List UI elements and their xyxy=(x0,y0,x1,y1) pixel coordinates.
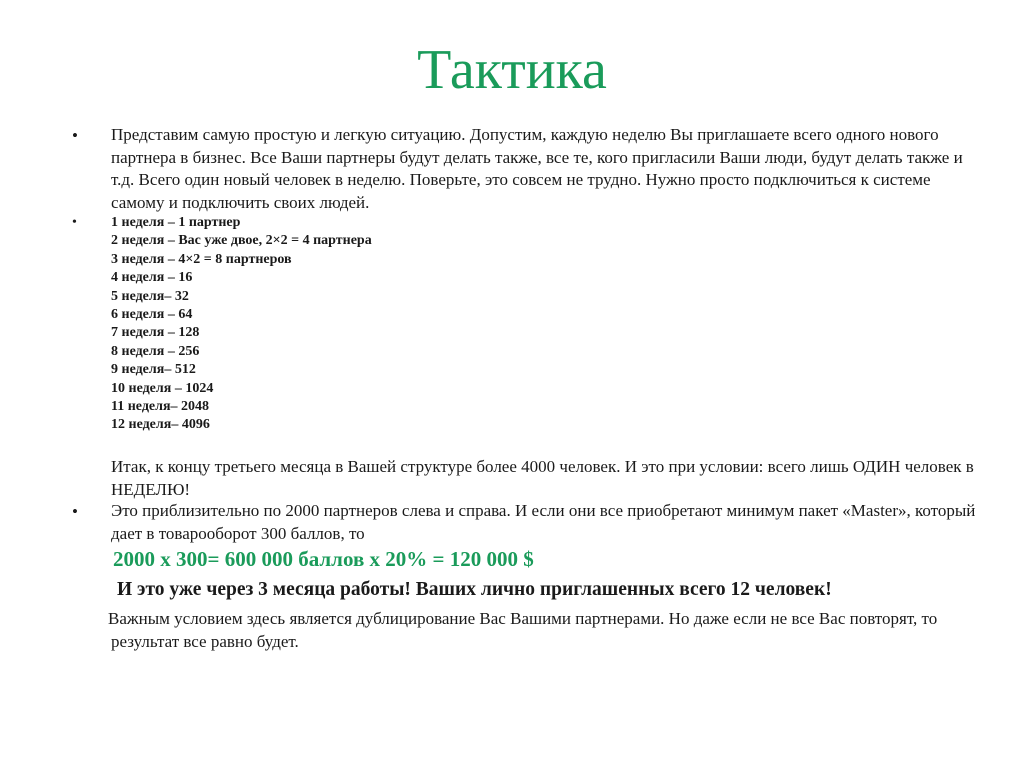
week-line: 12 неделя– 4096 xyxy=(111,417,210,433)
week-line: 2 неделя – Вас уже двое, 2×2 = 4 партнера xyxy=(111,233,372,249)
week-line: 8 неделя – 256 xyxy=(111,343,200,359)
week-line: 11 неделя– 2048 xyxy=(111,399,210,415)
highlight-statement: И это уже через 3 месяца работы! Ваших лично приглашенных всего 12 человек! xyxy=(117,579,832,600)
week-line: 1 неделя – 1 партнер xyxy=(111,215,241,230)
slide-title: Тактика xyxy=(417,39,607,101)
weeks-list xyxy=(111,214,372,435)
bullet-2: • xyxy=(72,215,77,230)
bullet-1: • xyxy=(72,126,78,145)
income-formula: 2000 х 300= 600 000 баллов х 20% = 120 000 $ xyxy=(113,547,534,571)
week-line: 3 неделя – 4×2 = 8 партнеров xyxy=(111,251,292,267)
summary-paragraph: Итак, к концу третьего месяца в Вашей структуре более 4000 человек. И это при условии: всего лишь ОДИН человек в НЕДЕЛЮ! xyxy=(111,457,974,499)
bullet-3: • xyxy=(72,502,78,521)
week-line: 9 неделя– 512 xyxy=(111,362,196,378)
intro-paragraph: Представим самую простую и легкую ситуацию. Допустим, каждую неделю Вы приглашаете всего одного нового партнера в бизнес. Все Ваши партнеры будут делать также, все те, кого пригласили Ваши люди, будут делать также и т.д. Всего один новый человек в неделю. Поверьте, это совсем не трудно. Нужно просто подключиться к системе самому и подключить своих людей. xyxy=(111,125,963,212)
week-line: 5 неделя– 32 xyxy=(111,288,189,304)
week-line: 4 неделя – 16 xyxy=(111,270,193,286)
week-line: 7 неделя – 128 xyxy=(111,325,200,341)
partners-paragraph: Это приблизительно по 2000 партнеров слева и справа. И если они все приобретают минимум пакет «Master», который дает в товарооборот 300 баллов, то xyxy=(111,501,976,543)
week-line: 10 неделя – 1024 xyxy=(111,380,214,396)
note-paragraph: Важным условием здесь является дублицирование Вас Вашими партнерами. Но даже если не все Вас повторят, то результат все равно будет. xyxy=(108,609,938,651)
week-line: 6 неделя – 64 xyxy=(111,307,193,323)
